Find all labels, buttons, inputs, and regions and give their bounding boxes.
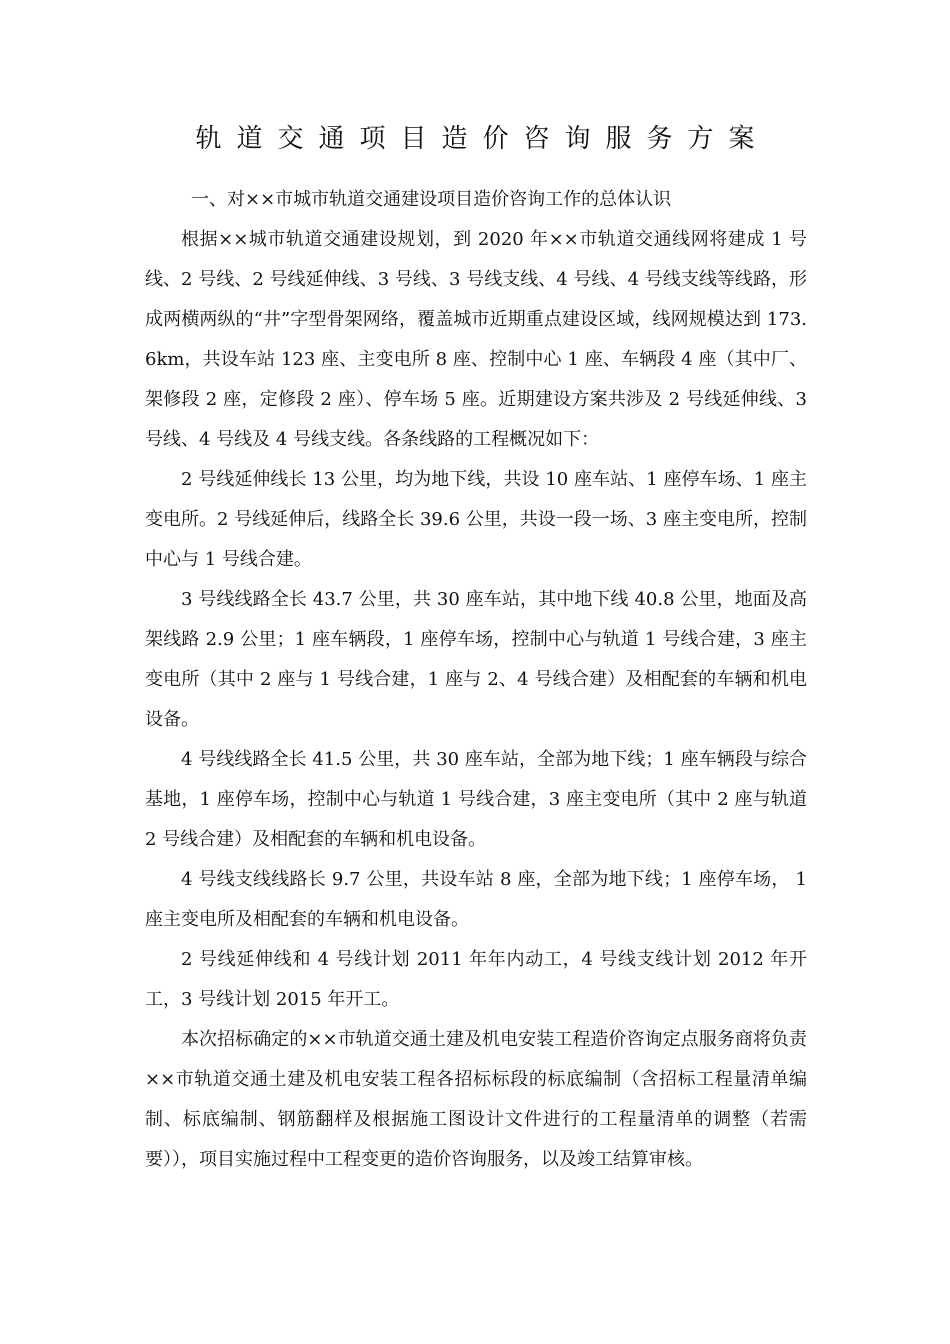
paragraph-line-3: 3 号线线路全长 43.7 公里，共 30 座车站，其中地下线 40.8 公里，地面及高架线路 2.9 公里；1 座车辆段，1 座停车场，控制中心与轨道 1 号线合建，3 座主变电所（其中 2 座与 1 号线合建，1 座与 2、4 号线合建）及相配套的车辆和机电设备。 [145,589,807,730]
section-heading: 一、对××市城市轨道交通建设项目造价咨询工作的总体认识 [191,189,672,210]
document-title: 轨道交通项目造价咨询服务方案 [195,124,770,154]
paragraph-line-2-extension: 2 号线延伸线长 13 公里，均为地下线，共设 10 座车站、1 座停车场、1 座主变电所。2 号线延伸后，线路全长 39.6 公里，共设一段一场、3 座主变电所，控制中心与 1 号线合建。 [145,469,807,570]
paragraph-line-4-branch: 4 号线支线线路长 9.7 公里，共设车站 8 座，全部为地下线；1 座停车场， 1 座主变电所及相配套的车辆和机电设备。 [145,869,807,930]
paragraph-service-scope: 本次招标确定的××市轨道交通土建及机电安装工程造价咨询定点服务商将负责××市轨道交通土建及机电安装工程各招标标段的标底编制（含招标工程量清单编制、标底编制、钢筋翻样及根据施工图设计文件进行的工程量清单的调整（若需要）），项目实施过程中工程变更的造价咨询服务，以及竣工结算审核。 [145,1029,807,1170]
paragraph-schedule: 2 号线延伸线和 4 号线计划 2011 年年内动工，4 号线支线计划 2012 年开工，3 号线计划 2015 年开工。 [145,949,807,1010]
document-body [145,180,807,1180]
paragraph-network-plan: 根据××城市轨道交通建设规划，到 2020 年××市轨道交通线网将建成 1 号线、2 号线、2 号线延伸线、3 号线、3 号线支线、4 号线、4 号线支线等线路，形成两横两纵的“井”字型骨架网络，覆盖城市近期重点建设区域，线网规模达到 173.6km，共设车站 123 座、主变电所 8 座、控制中心 1 座、车辆段 4 座（其中厂、架修段 2 座，定修段 2 座）、停车场 5 座。近期建设方案共涉及 2 号线延伸线、3 号线、4 号线及 4 号线支线。各条线路的工程概况如下： [145,229,807,450]
paragraph-line-4: 4 号线线路全长 41.5 公里，共 30 座车站，全部为地下线；1 座车辆段与综合基地，1 座停车场，控制中心与轨道 1 号线合建，3 座主变电所（其中 2 座与轨道 2 号线合建）及相配套的车辆和机电设备。 [145,749,807,850]
